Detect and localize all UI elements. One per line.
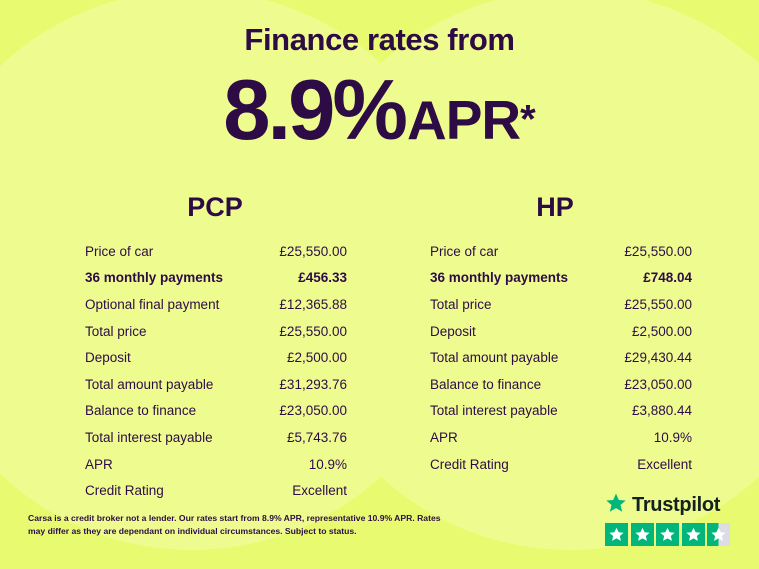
table-row xyxy=(85,477,347,504)
row-value: £29,430.44 xyxy=(624,350,692,366)
table-row xyxy=(430,238,692,265)
row-value: £456.33 xyxy=(298,270,347,286)
row-value: 10.9% xyxy=(653,429,692,445)
row-label: Total interest payable xyxy=(430,403,558,419)
table-row xyxy=(430,344,692,371)
star-icon xyxy=(682,523,705,546)
rate-unit: APR xyxy=(407,89,521,151)
page-title: Finance rates from xyxy=(244,22,515,57)
star-icon xyxy=(605,523,628,546)
row-label: Balance to finance xyxy=(85,403,197,419)
star-icon xyxy=(656,523,679,546)
table-row xyxy=(85,451,347,478)
table-row xyxy=(85,265,347,292)
row-value: £25,550.00 xyxy=(624,243,692,259)
column-title-hp: HP xyxy=(536,192,574,222)
row-value: Excellent xyxy=(292,483,347,499)
table-row xyxy=(430,371,692,398)
table-row xyxy=(85,291,347,318)
trustpilot-star-icon xyxy=(605,492,627,519)
row-value: £12,365.88 xyxy=(279,296,347,312)
row-label: 36 monthly payments xyxy=(430,270,569,286)
row-label: Total price xyxy=(430,296,492,312)
row-value: £2,500.00 xyxy=(286,350,347,366)
row-label: Deposit xyxy=(85,350,131,366)
table-row xyxy=(430,451,692,478)
row-label: Total amount payable xyxy=(85,376,214,392)
trustpilot-logo xyxy=(605,492,733,519)
row-value: £25,550.00 xyxy=(624,296,692,312)
table-row xyxy=(85,318,347,345)
star-half-icon xyxy=(707,523,730,546)
row-value: £748.04 xyxy=(643,270,692,286)
row-value: £25,550.00 xyxy=(279,323,347,339)
row-label: Balance to finance xyxy=(430,376,542,392)
table-row xyxy=(430,398,692,425)
star-icon xyxy=(631,523,654,546)
rate-number: 8.9% xyxy=(223,63,406,158)
table-row xyxy=(430,318,692,345)
trustpilot-stars xyxy=(605,523,733,546)
row-value: £23,050.00 xyxy=(624,376,692,392)
column-title-pcp: PCP xyxy=(187,192,243,222)
row-label: APR xyxy=(430,429,458,445)
row-value: Excellent xyxy=(637,456,692,472)
row-label: Deposit xyxy=(430,323,476,339)
row-value: 10.9% xyxy=(308,456,347,472)
row-label: APR xyxy=(85,456,113,472)
table-row xyxy=(85,398,347,425)
headline-rate xyxy=(0,62,759,160)
row-value: £3,880.44 xyxy=(631,403,692,419)
trustpilot-wordmark: Trustpilot xyxy=(632,494,721,516)
pcp-table xyxy=(85,238,347,504)
table-row xyxy=(85,238,347,265)
table-row xyxy=(430,424,692,451)
row-value: £31,293.76 xyxy=(279,376,347,392)
disclaimer-text: Carsa is a credit broker not a lender. Our rates start from 8.9% APR, representative 10.9% APR. Rates may differ as they are dependant on individual circumstances. Subject to status. xyxy=(28,513,441,537)
row-label: Credit Rating xyxy=(430,456,509,472)
trustpilot-rating xyxy=(605,492,733,546)
table-row xyxy=(85,344,347,371)
row-label: Total amount payable xyxy=(430,350,559,366)
asterisk-marker: * xyxy=(520,97,536,142)
row-value: £5,743.76 xyxy=(286,429,347,445)
row-value: £25,550.00 xyxy=(279,243,347,259)
row-label: Total price xyxy=(85,323,147,339)
row-label: Price of car xyxy=(430,243,499,259)
row-label: Price of car xyxy=(85,243,154,259)
hp-table xyxy=(430,238,692,477)
table-row xyxy=(430,291,692,318)
table-row xyxy=(85,371,347,398)
row-value: £23,050.00 xyxy=(279,403,347,419)
table-row xyxy=(85,424,347,451)
row-label: Credit Rating xyxy=(85,483,164,499)
table-row xyxy=(430,265,692,292)
row-value: £2,500.00 xyxy=(631,323,692,339)
row-label: Total interest payable xyxy=(85,429,213,445)
row-label: Optional final payment xyxy=(85,296,220,312)
row-label: 36 monthly payments xyxy=(85,270,224,286)
